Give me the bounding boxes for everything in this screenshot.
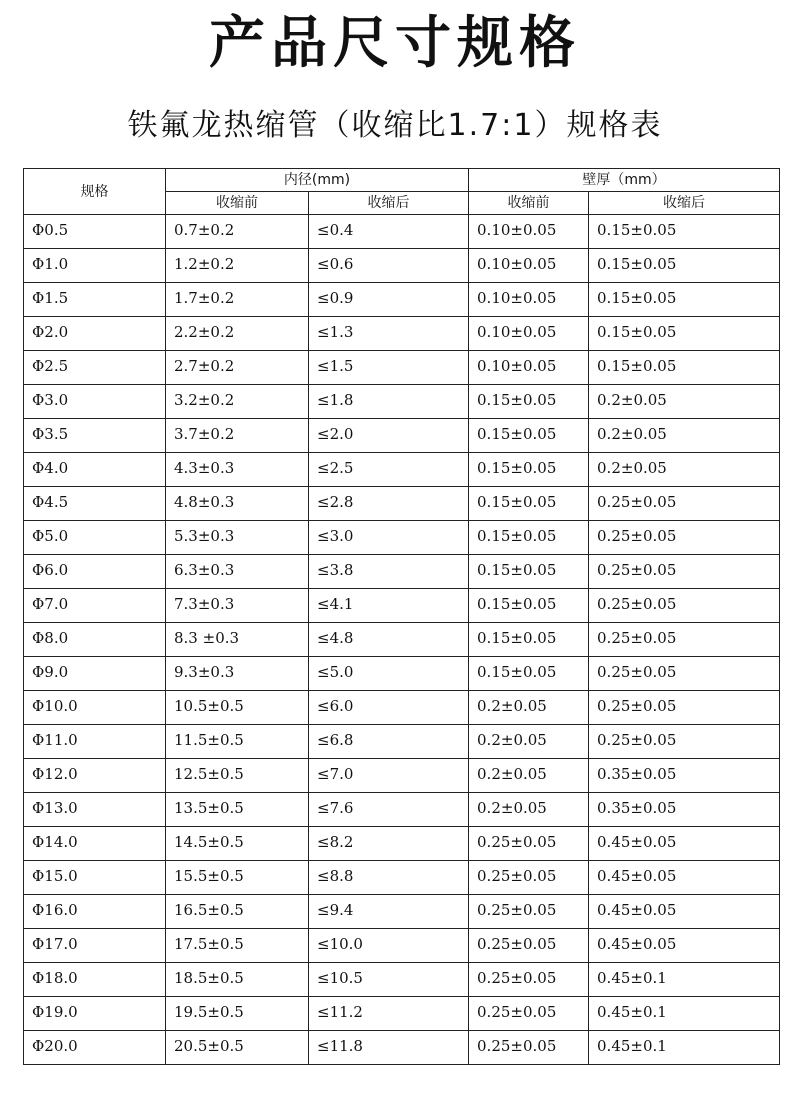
cell-id-after: ≤4.1 bbox=[309, 589, 469, 623]
cell-wt-after: 0.15±0.05 bbox=[589, 283, 780, 317]
page-title: 产品尺寸规格 bbox=[209, 11, 581, 76]
cell-id-before: 2.2±0.2 bbox=[166, 317, 309, 351]
cell-wt-after: 0.45±0.1 bbox=[589, 963, 780, 997]
cell-wt-after: 0.2±0.05 bbox=[589, 453, 780, 487]
cell-wt-after: 0.25±0.05 bbox=[589, 623, 780, 657]
cell-wt-before: 0.2±0.05 bbox=[469, 793, 589, 827]
header-wt-before: 收缩前 bbox=[469, 192, 589, 215]
cell-id-before: 10.5±0.5 bbox=[166, 691, 309, 725]
table-row bbox=[24, 385, 780, 419]
cell-id-after: ≤3.0 bbox=[309, 521, 469, 555]
cell-id-before: 12.5±0.5 bbox=[166, 759, 309, 793]
cell-id-after: ≤8.2 bbox=[309, 827, 469, 861]
spec-table bbox=[23, 168, 780, 1065]
table-row bbox=[24, 623, 780, 657]
cell-id-before: 6.3±0.3 bbox=[166, 555, 309, 589]
cell-spec: Φ12.0 bbox=[24, 759, 166, 793]
cell-wt-after: 0.25±0.05 bbox=[589, 657, 780, 691]
cell-id-after: ≤2.5 bbox=[309, 453, 469, 487]
cell-spec: Φ0.5 bbox=[24, 215, 166, 249]
table-row bbox=[24, 249, 780, 283]
table-row bbox=[24, 861, 780, 895]
table-body bbox=[24, 215, 780, 1065]
table-row bbox=[24, 827, 780, 861]
cell-id-before: 5.3±0.3 bbox=[166, 521, 309, 555]
cell-id-before: 2.7±0.2 bbox=[166, 351, 309, 385]
cell-spec: Φ6.0 bbox=[24, 555, 166, 589]
cell-wt-before: 0.15±0.05 bbox=[469, 623, 589, 657]
table-row bbox=[24, 1031, 780, 1065]
table-row bbox=[24, 793, 780, 827]
cell-wt-before: 0.15±0.05 bbox=[469, 657, 589, 691]
cell-wt-before: 0.25±0.05 bbox=[469, 861, 589, 895]
cell-id-after: ≤1.5 bbox=[309, 351, 469, 385]
cell-wt-before: 0.10±0.05 bbox=[469, 283, 589, 317]
cell-id-after: ≤0.6 bbox=[309, 249, 469, 283]
cell-spec: Φ15.0 bbox=[24, 861, 166, 895]
cell-id-after: ≤11.2 bbox=[309, 997, 469, 1031]
cell-spec: Φ14.0 bbox=[24, 827, 166, 861]
cell-id-before: 3.2±0.2 bbox=[166, 385, 309, 419]
header-spec: 规格 bbox=[24, 169, 166, 215]
cell-id-after: ≤0.9 bbox=[309, 283, 469, 317]
cell-id-before: 20.5±0.5 bbox=[166, 1031, 309, 1065]
table-row bbox=[24, 555, 780, 589]
cell-id-before: 7.3±0.3 bbox=[166, 589, 309, 623]
cell-wt-after: 0.35±0.05 bbox=[589, 759, 780, 793]
cell-wt-before: 0.15±0.05 bbox=[469, 453, 589, 487]
cell-spec: Φ11.0 bbox=[24, 725, 166, 759]
cell-wt-after: 0.45±0.05 bbox=[589, 929, 780, 963]
cell-wt-after: 0.45±0.1 bbox=[589, 1031, 780, 1065]
table-subtitle: 铁氟龙热缩管（收缩比1.7:1）规格表 bbox=[127, 108, 663, 143]
header-id-before: 收缩前 bbox=[166, 192, 309, 215]
cell-id-after: ≤7.0 bbox=[309, 759, 469, 793]
cell-wt-after: 0.15±0.05 bbox=[589, 351, 780, 385]
cell-id-before: 17.5±0.5 bbox=[166, 929, 309, 963]
cell-wt-before: 0.10±0.05 bbox=[469, 249, 589, 283]
table-row bbox=[24, 691, 780, 725]
table-row bbox=[24, 215, 780, 249]
cell-spec: Φ4.0 bbox=[24, 453, 166, 487]
cell-wt-after: 0.15±0.05 bbox=[589, 215, 780, 249]
table-row bbox=[24, 521, 780, 555]
cell-wt-before: 0.15±0.05 bbox=[469, 419, 589, 453]
table-row bbox=[24, 317, 780, 351]
table-row bbox=[24, 759, 780, 793]
cell-id-before: 13.5±0.5 bbox=[166, 793, 309, 827]
cell-wt-after: 0.25±0.05 bbox=[589, 521, 780, 555]
cell-id-before: 1.7±0.2 bbox=[166, 283, 309, 317]
cell-spec: Φ5.0 bbox=[24, 521, 166, 555]
cell-id-before: 14.5±0.5 bbox=[166, 827, 309, 861]
cell-wt-after: 0.15±0.05 bbox=[589, 249, 780, 283]
header-wt-after: 收缩后 bbox=[589, 192, 780, 215]
cell-wt-before: 0.25±0.05 bbox=[469, 1031, 589, 1065]
cell-spec: Φ16.0 bbox=[24, 895, 166, 929]
cell-id-before: 19.5±0.5 bbox=[166, 997, 309, 1031]
header-id-after: 收缩后 bbox=[309, 192, 469, 215]
cell-id-after: ≤4.8 bbox=[309, 623, 469, 657]
cell-wt-before: 0.2±0.05 bbox=[469, 691, 589, 725]
cell-id-after: ≤6.0 bbox=[309, 691, 469, 725]
table-row bbox=[24, 657, 780, 691]
cell-wt-after: 0.25±0.05 bbox=[589, 487, 780, 521]
cell-spec: Φ3.0 bbox=[24, 385, 166, 419]
cell-wt-before: 0.25±0.05 bbox=[469, 997, 589, 1031]
cell-id-after: ≤7.6 bbox=[309, 793, 469, 827]
cell-id-after: ≤1.8 bbox=[309, 385, 469, 419]
table-row bbox=[24, 963, 780, 997]
table-row bbox=[24, 895, 780, 929]
cell-spec: Φ10.0 bbox=[24, 691, 166, 725]
cell-id-after: ≤0.4 bbox=[309, 215, 469, 249]
cell-wt-after: 0.45±0.05 bbox=[589, 895, 780, 929]
table-row bbox=[24, 725, 780, 759]
cell-spec: Φ3.5 bbox=[24, 419, 166, 453]
header-wall-thickness: 壁厚（mm） bbox=[469, 169, 780, 192]
table-row bbox=[24, 351, 780, 385]
cell-id-after: ≤9.4 bbox=[309, 895, 469, 929]
cell-wt-after: 0.45±0.05 bbox=[589, 827, 780, 861]
cell-wt-before: 0.10±0.05 bbox=[469, 317, 589, 351]
cell-id-after: ≤11.8 bbox=[309, 1031, 469, 1065]
cell-spec: Φ9.0 bbox=[24, 657, 166, 691]
cell-spec: Φ1.5 bbox=[24, 283, 166, 317]
cell-wt-before: 0.25±0.05 bbox=[469, 827, 589, 861]
cell-id-before: 15.5±0.5 bbox=[166, 861, 309, 895]
cell-wt-after: 0.35±0.05 bbox=[589, 793, 780, 827]
cell-spec: Φ13.0 bbox=[24, 793, 166, 827]
table-row bbox=[24, 453, 780, 487]
cell-id-before: 16.5±0.5 bbox=[166, 895, 309, 929]
cell-id-after: ≤5.0 bbox=[309, 657, 469, 691]
cell-wt-after: 0.25±0.05 bbox=[589, 589, 780, 623]
cell-wt-before: 0.25±0.05 bbox=[469, 895, 589, 929]
cell-id-before: 1.2±0.2 bbox=[166, 249, 309, 283]
cell-spec: Φ8.0 bbox=[24, 623, 166, 657]
table-row bbox=[24, 929, 780, 963]
cell-id-before: 8.3 ±0.3 bbox=[166, 623, 309, 657]
header-inner-diameter: 内径(mm) bbox=[166, 169, 469, 192]
cell-wt-before: 0.2±0.05 bbox=[469, 759, 589, 793]
cell-wt-before: 0.25±0.05 bbox=[469, 963, 589, 997]
cell-id-before: 18.5±0.5 bbox=[166, 963, 309, 997]
cell-id-before: 9.3±0.3 bbox=[166, 657, 309, 691]
cell-id-before: 4.8±0.3 bbox=[166, 487, 309, 521]
cell-spec: Φ2.5 bbox=[24, 351, 166, 385]
cell-wt-before: 0.10±0.05 bbox=[469, 351, 589, 385]
cell-wt-before: 0.15±0.05 bbox=[469, 385, 589, 419]
cell-id-before: 4.3±0.3 bbox=[166, 453, 309, 487]
table-header bbox=[24, 169, 780, 215]
cell-id-after: ≤1.3 bbox=[309, 317, 469, 351]
cell-wt-before: 0.15±0.05 bbox=[469, 521, 589, 555]
cell-wt-after: 0.2±0.05 bbox=[589, 385, 780, 419]
cell-wt-after: 0.25±0.05 bbox=[589, 691, 780, 725]
cell-wt-after: 0.45±0.05 bbox=[589, 861, 780, 895]
cell-spec: Φ17.0 bbox=[24, 929, 166, 963]
cell-id-before: 0.7±0.2 bbox=[166, 215, 309, 249]
cell-id-after: ≤2.8 bbox=[309, 487, 469, 521]
cell-id-after: ≤10.5 bbox=[309, 963, 469, 997]
cell-wt-after: 0.25±0.05 bbox=[589, 555, 780, 589]
cell-spec: Φ20.0 bbox=[24, 1031, 166, 1065]
cell-id-after: ≤2.0 bbox=[309, 419, 469, 453]
cell-spec: Φ19.0 bbox=[24, 997, 166, 1031]
cell-wt-before: 0.15±0.05 bbox=[469, 487, 589, 521]
cell-wt-before: 0.15±0.05 bbox=[469, 555, 589, 589]
cell-id-before: 3.7±0.2 bbox=[166, 419, 309, 453]
cell-wt-after: 0.15±0.05 bbox=[589, 317, 780, 351]
cell-wt-before: 0.25±0.05 bbox=[469, 929, 589, 963]
cell-id-after: ≤3.8 bbox=[309, 555, 469, 589]
cell-wt-before: 0.2±0.05 bbox=[469, 725, 589, 759]
cell-wt-before: 0.10±0.05 bbox=[469, 215, 589, 249]
cell-spec: Φ18.0 bbox=[24, 963, 166, 997]
cell-wt-before: 0.15±0.05 bbox=[469, 589, 589, 623]
cell-spec: Φ2.0 bbox=[24, 317, 166, 351]
table-row bbox=[24, 283, 780, 317]
cell-wt-after: 0.45±0.1 bbox=[589, 997, 780, 1031]
cell-id-after: ≤6.8 bbox=[309, 725, 469, 759]
table-row bbox=[24, 589, 780, 623]
cell-wt-after: 0.2±0.05 bbox=[589, 419, 780, 453]
cell-spec: Φ7.0 bbox=[24, 589, 166, 623]
cell-id-after: ≤8.8 bbox=[309, 861, 469, 895]
cell-spec: Φ1.0 bbox=[24, 249, 166, 283]
cell-id-before: 11.5±0.5 bbox=[166, 725, 309, 759]
cell-id-after: ≤10.0 bbox=[309, 929, 469, 963]
table-row bbox=[24, 419, 780, 453]
table-row bbox=[24, 487, 780, 521]
cell-wt-after: 0.25±0.05 bbox=[589, 725, 780, 759]
cell-spec: Φ4.5 bbox=[24, 487, 166, 521]
table-row bbox=[24, 997, 780, 1031]
